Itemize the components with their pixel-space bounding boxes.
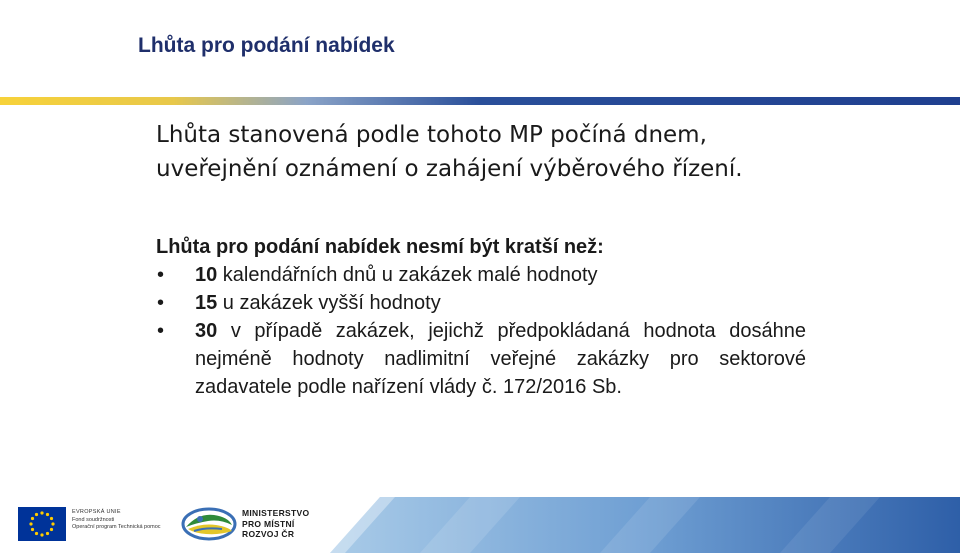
lead-paragraph <box>156 118 916 186</box>
bullet-icon: • <box>157 292 165 314</box>
rule-days: 15 <box>195 292 218 314</box>
eu-flag-icon <box>18 507 66 541</box>
deadline-rules <box>156 233 806 401</box>
rule-text <box>195 289 806 317</box>
bullet-icon: • <box>157 320 165 342</box>
lead-line-1: Lhůta stanovená podle tohoto MP počíná dnem, <box>156 122 707 148</box>
fund-name: Fond soudržnosti <box>72 516 115 523</box>
list-item <box>156 289 806 317</box>
programme-name: Operační program Technická pomoc <box>72 524 161 530</box>
list-item <box>156 261 806 289</box>
ministry-line-1: MINISTERSTVO <box>242 508 310 518</box>
rule-description: u zakázek vyšší hodnoty <box>217 292 441 314</box>
page-title: Lhůta pro podání nabídek <box>138 34 395 57</box>
mmr-emblem-icon <box>180 505 238 543</box>
eu-fund-label <box>72 509 182 532</box>
rule-text <box>195 261 806 289</box>
ministry-line-2: PRO MÍSTNÍ <box>242 518 295 529</box>
header-gradient-band <box>0 97 960 105</box>
bullet-icon: • <box>157 264 165 286</box>
rule-text <box>195 317 806 401</box>
eu-name: EVROPSKÁ UNIE <box>72 509 121 515</box>
list-item <box>156 317 806 401</box>
rule-description: v případě zakázek, jejichž předpokládaná hodnota dosáhne nejméně hodnoty nadlimitní veřejné zakázky pro sektorové zadavatele podle nařízení vlády č. 172/2016 Sb. <box>195 320 806 398</box>
ministry-line-3: ROZVOJ ČR <box>242 529 295 539</box>
ministry-label <box>242 508 309 540</box>
rules-heading: Lhůta pro podání nabídek nesmí být kratší než: <box>156 236 604 258</box>
rule-days: 30 <box>195 320 218 342</box>
rule-description: kalendářních dnů u zakázek malé hodnoty <box>217 264 598 286</box>
rule-days: 10 <box>195 264 218 286</box>
lead-line-2: uveřejnění oznámení o zahájení výběrového řízení. <box>156 156 743 182</box>
